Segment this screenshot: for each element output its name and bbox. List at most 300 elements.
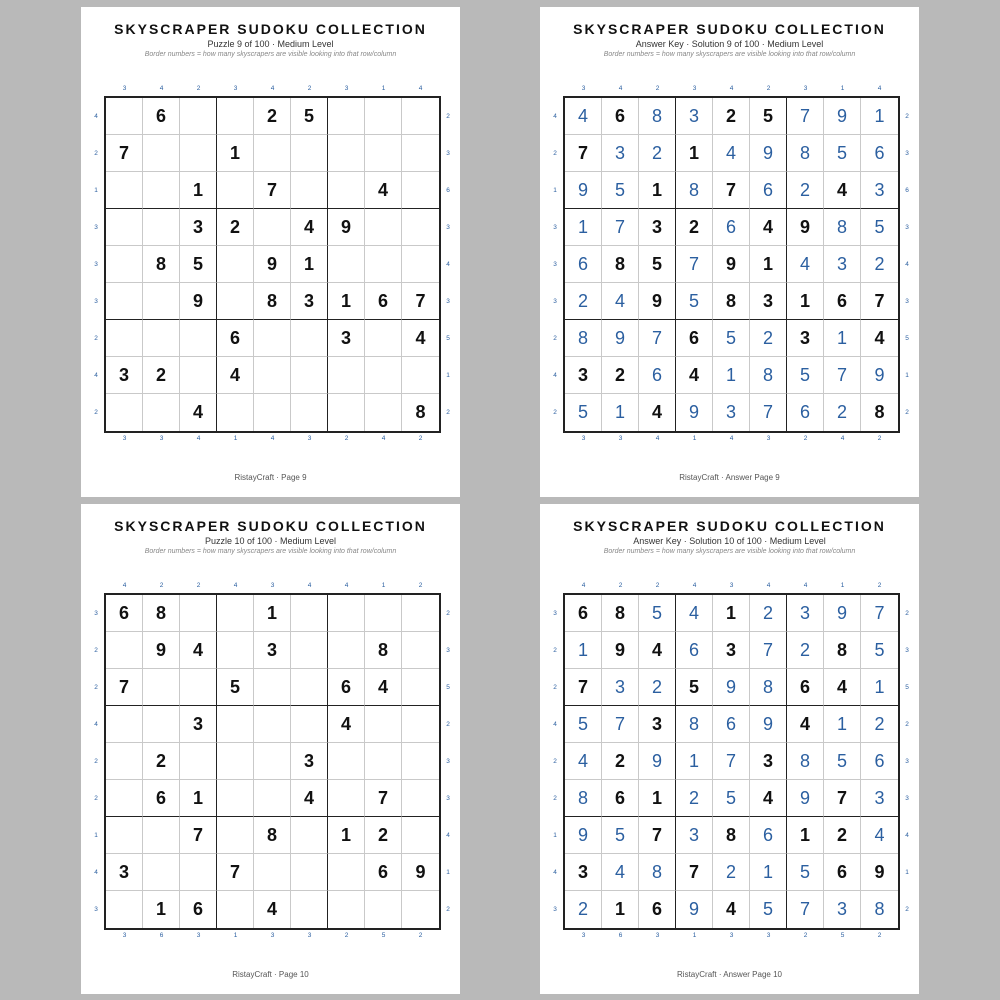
grid-cell-given (254, 357, 291, 394)
grid-cell-given: 1 (328, 817, 365, 854)
grid-cell-solution: 7 (750, 632, 787, 669)
grid-cell-solution: 1 (750, 854, 787, 891)
grid-cell-solution: 5 (565, 394, 602, 431)
clue-bottom: 3 (159, 435, 164, 442)
grid-cell-given: 4 (676, 357, 713, 394)
grid-cell-given: 4 (180, 394, 217, 431)
grid-cell-given (291, 891, 328, 928)
grid-cell-solution: 5 (787, 357, 824, 394)
clue-left: 2 (94, 646, 98, 654)
grid-cell-given (180, 854, 217, 891)
clue-top: 3 (803, 85, 808, 92)
grid-cell-given (254, 394, 291, 431)
grid-cell-solution: 8 (750, 669, 787, 706)
clue-top: 2 (655, 85, 660, 92)
sudoku-grid (104, 593, 441, 930)
grid-cell-given (291, 817, 328, 854)
grid-cell-given (328, 743, 365, 780)
clue-top: 2 (159, 582, 164, 589)
clue-top: 3 (344, 85, 349, 92)
grid-cell-given: 4 (291, 209, 328, 246)
clue-right: 6 (905, 186, 909, 194)
grid-cell-solution: 3 (861, 172, 898, 209)
grid-cell-given (291, 394, 328, 431)
grid-cell-given: 4 (639, 632, 676, 669)
grid-cell-solution: 6 (713, 706, 750, 743)
grid-cell-given: 8 (602, 246, 639, 283)
grid-cell-given: 6 (639, 891, 676, 928)
grid-cell-solution: 3 (602, 669, 639, 706)
grid-cell-given: 7 (824, 780, 861, 817)
clue-bottom: 2 (418, 932, 423, 939)
grid-cell-solution: 3 (861, 780, 898, 817)
clue-top: 3 (581, 85, 586, 92)
grid-cell-solution: 4 (565, 98, 602, 135)
clue-left: 4 (553, 112, 557, 120)
sudoku-grid (104, 96, 441, 433)
grid-cell-given: 4 (217, 357, 254, 394)
grid-cell-given (106, 246, 143, 283)
grid-cell-given: 1 (291, 246, 328, 283)
grid-cell-given: 1 (328, 283, 365, 320)
grid-cell-solution: 2 (565, 283, 602, 320)
grid-cell-given (143, 209, 180, 246)
grid-cell-given: 9 (328, 209, 365, 246)
grid-cell-given: 8 (143, 246, 180, 283)
answer-page-10 (540, 504, 919, 994)
grid-cell-solution: 4 (565, 743, 602, 780)
grid-cell-given (106, 780, 143, 817)
clue-left: 1 (553, 831, 557, 839)
page-footer: RistayCraft · Answer Page 9 (679, 473, 780, 482)
grid-cell-given: 5 (180, 246, 217, 283)
grid-cell-given (291, 357, 328, 394)
grid-cell-given: 9 (787, 209, 824, 246)
grid-cell-given: 7 (565, 135, 602, 172)
grid-cell-solution: 3 (787, 595, 824, 632)
clue-left: 2 (553, 334, 557, 342)
grid-cell-solution: 9 (676, 394, 713, 431)
clue-right: 3 (905, 297, 909, 305)
clue-bottom: 4 (655, 435, 660, 442)
grid-cell-given: 9 (180, 283, 217, 320)
clue-bottom: 2 (877, 932, 882, 939)
grid-cell-solution: 9 (824, 595, 861, 632)
grid-cell-given (254, 209, 291, 246)
grid-cell-given (254, 320, 291, 357)
grid-cell-given: 4 (365, 172, 402, 209)
grid-cell-given (291, 669, 328, 706)
sudoku-solution (540, 7, 919, 497)
grid-cell-solution: 5 (824, 135, 861, 172)
grid-cell-given (402, 632, 439, 669)
grid-cell-given: 5 (750, 98, 787, 135)
grid-cell-given: 3 (639, 209, 676, 246)
grid-cell-given (106, 209, 143, 246)
grid-cell-given: 9 (254, 246, 291, 283)
grid-cell-given (106, 817, 143, 854)
grid-cell-solution: 9 (602, 320, 639, 357)
grid-cell-given: 8 (602, 595, 639, 632)
clue-left: 3 (94, 223, 98, 231)
grid-cell-given: 6 (676, 320, 713, 357)
grid-cell-given: 6 (180, 891, 217, 928)
grid-cell-given: 7 (402, 283, 439, 320)
grid-cell-given (402, 891, 439, 928)
clue-top: 4 (692, 582, 697, 589)
grid-cell-solution: 8 (676, 172, 713, 209)
clue-top: 4 (233, 582, 238, 589)
grid-cell-solution: 6 (676, 632, 713, 669)
grid-cell-given (106, 172, 143, 209)
clue-bottom: 3 (729, 932, 734, 939)
grid-cell-given: 7 (106, 135, 143, 172)
grid-cell-given (328, 854, 365, 891)
clue-bottom: 3 (655, 932, 660, 939)
clue-top: 3 (270, 582, 275, 589)
grid-cell-given: 2 (143, 357, 180, 394)
grid-cell-solution: 9 (750, 706, 787, 743)
grid-cell-given: 1 (143, 891, 180, 928)
grid-cell-given (106, 320, 143, 357)
clue-bottom: 1 (692, 932, 697, 939)
clue-left: 2 (94, 149, 98, 157)
clue-left: 3 (94, 297, 98, 305)
clue-right: 5 (446, 334, 450, 342)
grid-cell-given (402, 669, 439, 706)
grid-cell-given: 7 (861, 283, 898, 320)
rules-note: Border numbers = how many skyscrapers are visible looking into that row/column (144, 548, 397, 555)
grid-cell-solution: 1 (824, 320, 861, 357)
grid-cell-given (180, 595, 217, 632)
clue-right: 1 (446, 868, 450, 876)
grid-cell-given: 6 (328, 669, 365, 706)
grid-cell-solution: 1 (713, 357, 750, 394)
clue-bottom: 2 (418, 435, 423, 442)
grid-cell-solution: 3 (602, 135, 639, 172)
grid-cell-given (217, 283, 254, 320)
clue-left: 1 (553, 186, 557, 194)
grid-cell-solution: 2 (750, 595, 787, 632)
clue-top: 1 (381, 582, 386, 589)
grid-cell-given: 6 (602, 98, 639, 135)
grid-cell-given: 6 (602, 780, 639, 817)
grid-cell-given (143, 135, 180, 172)
grid-cell-given (402, 209, 439, 246)
clue-right: 2 (905, 609, 909, 617)
grid-cell-given (180, 135, 217, 172)
grid-cell-solution: 5 (602, 172, 639, 209)
clue-top: 3 (692, 85, 697, 92)
sudoku-solution (540, 504, 919, 994)
grid-cell-solution: 8 (676, 706, 713, 743)
rules-note: Border numbers = how many skyscrapers are visible looking into that row/column (144, 51, 397, 58)
clue-left: 4 (94, 371, 98, 379)
clue-top: 2 (618, 582, 623, 589)
clue-top: 4 (122, 582, 127, 589)
grid-cell-given (291, 595, 328, 632)
grid-cell-given: 4 (254, 891, 291, 928)
clue-bottom: 1 (233, 435, 238, 442)
grid-cell-solution: 9 (787, 780, 824, 817)
grid-cell-solution: 5 (602, 817, 639, 854)
clue-right: 4 (905, 260, 909, 268)
grid-cell-given (180, 669, 217, 706)
grid-cell-given (106, 743, 143, 780)
clue-right: 3 (446, 149, 450, 157)
grid-cell-solution: 8 (565, 320, 602, 357)
clue-top: 4 (270, 85, 275, 92)
grid-cell-given: 1 (639, 172, 676, 209)
clue-right: 2 (446, 905, 450, 913)
clue-left: 4 (94, 112, 98, 120)
clue-bottom: 4 (270, 435, 275, 442)
grid-cell-given: 7 (565, 669, 602, 706)
grid-cell-given (291, 320, 328, 357)
clue-top: 3 (729, 582, 734, 589)
clue-right: 2 (446, 112, 450, 120)
clue-left: 2 (94, 757, 98, 765)
grid-cell-solution: 6 (750, 172, 787, 209)
grid-cell-given: 6 (143, 780, 180, 817)
grid-cell-solution: 4 (676, 595, 713, 632)
clue-left: 4 (553, 720, 557, 728)
grid-cell-given: 1 (180, 172, 217, 209)
clue-top: 1 (840, 582, 845, 589)
grid-cell-given (365, 743, 402, 780)
grid-cell-solution: 2 (639, 135, 676, 172)
grid-cell-given (180, 98, 217, 135)
grid-cell-given (143, 817, 180, 854)
grid-cell-given: 3 (106, 357, 143, 394)
grid-cell-solution: 1 (565, 632, 602, 669)
grid-cell-given (254, 743, 291, 780)
grid-cell-solution: 4 (861, 817, 898, 854)
grid-cell-given: 1 (787, 817, 824, 854)
grid-cell-given: 7 (639, 817, 676, 854)
grid-cell-solution: 5 (565, 706, 602, 743)
clue-right: 3 (905, 794, 909, 802)
rules-note: Border numbers = how many skyscrapers are visible looking into that row/column (603, 51, 856, 58)
grid-cell-solution: 5 (787, 854, 824, 891)
grid-cell-given (402, 595, 439, 632)
clue-right: 4 (905, 831, 909, 839)
clue-top: 4 (581, 582, 586, 589)
clue-left: 3 (94, 260, 98, 268)
grid-cell-given (254, 854, 291, 891)
grid-cell-given: 9 (861, 854, 898, 891)
clue-bottom: 3 (307, 435, 312, 442)
sudoku-grid (563, 593, 900, 930)
grid-cell-given: 8 (713, 817, 750, 854)
grid-cell-solution: 2 (750, 320, 787, 357)
clue-bottom: 4 (196, 435, 201, 442)
grid-cell-given: 4 (713, 891, 750, 928)
grid-cell-given: 2 (143, 743, 180, 780)
grid-cell-given (291, 135, 328, 172)
clue-left: 2 (94, 408, 98, 416)
clue-right: 6 (446, 186, 450, 194)
clue-top: 1 (840, 85, 845, 92)
clue-right: 2 (446, 408, 450, 416)
grid-cell-given (365, 595, 402, 632)
grid-cell-given: 1 (750, 246, 787, 283)
grid-cell-given (143, 394, 180, 431)
grid-cell-given: 4 (402, 320, 439, 357)
puzzle-page-10 (81, 504, 460, 994)
grid-cell-solution: 1 (861, 98, 898, 135)
clue-top: 2 (307, 85, 312, 92)
page-subtitle: Puzzle 10 of 100 · Medium Level (204, 536, 337, 546)
grid-cell-given: 4 (291, 780, 328, 817)
grid-cell-given (143, 283, 180, 320)
sudoku-grid (563, 96, 900, 433)
grid-cell-solution: 3 (824, 891, 861, 928)
grid-cell-solution: 1 (861, 669, 898, 706)
grid-cell-given: 2 (217, 209, 254, 246)
grid-cell-given: 3 (254, 632, 291, 669)
grid-cell-given (402, 246, 439, 283)
grid-cell-solution: 4 (713, 135, 750, 172)
grid-cell-solution: 8 (824, 209, 861, 246)
grid-cell-given (143, 706, 180, 743)
grid-cell-given (365, 98, 402, 135)
grid-cell-given: 6 (365, 854, 402, 891)
grid-cell-given: 5 (676, 669, 713, 706)
grid-cell-given: 4 (365, 669, 402, 706)
clue-right: 2 (905, 720, 909, 728)
grid-cell-given (291, 172, 328, 209)
grid-cell-given: 6 (365, 283, 402, 320)
clue-right: 2 (905, 905, 909, 913)
grid-cell-given (365, 891, 402, 928)
grid-cell-solution: 4 (602, 283, 639, 320)
grid-cell-solution: 4 (787, 246, 824, 283)
clue-left: 2 (94, 794, 98, 802)
grid-cell-given: 4 (180, 632, 217, 669)
grid-cell-given (328, 780, 365, 817)
grid-cell-solution: 5 (750, 891, 787, 928)
grid-cell-given (217, 246, 254, 283)
clue-bottom: 2 (344, 435, 349, 442)
grid-cell-given: 3 (713, 632, 750, 669)
page-subtitle: Answer Key · Solution 9 of 100 · Medium Level (635, 39, 824, 49)
clue-right: 2 (446, 609, 450, 617)
grid-cell-solution: 2 (824, 394, 861, 431)
grid-cell-solution: 5 (861, 632, 898, 669)
puzzle-page-9 (81, 7, 460, 497)
grid-cell-given (328, 172, 365, 209)
grid-cell-given: 4 (750, 209, 787, 246)
grid-cell-solution: 7 (824, 357, 861, 394)
grid-cell-solution: 7 (861, 595, 898, 632)
grid-cell-given (365, 706, 402, 743)
clue-top: 4 (877, 85, 882, 92)
clue-bottom: 2 (803, 435, 808, 442)
clue-bottom: 6 (159, 932, 164, 939)
clue-top: 4 (344, 582, 349, 589)
clue-bottom: 3 (766, 435, 771, 442)
grid-cell-given (180, 357, 217, 394)
grid-cell-given: 6 (106, 595, 143, 632)
grid-cell-solution: 2 (787, 172, 824, 209)
grid-cell-given (217, 780, 254, 817)
grid-cell-given: 1 (676, 135, 713, 172)
clue-left: 3 (553, 223, 557, 231)
sudoku-puzzle (81, 7, 460, 497)
grid-cell-given (402, 706, 439, 743)
grid-cell-solution: 6 (639, 357, 676, 394)
grid-cell-solution: 8 (639, 98, 676, 135)
grid-cell-solution: 3 (676, 98, 713, 135)
grid-cell-solution: 3 (713, 394, 750, 431)
clue-left: 2 (94, 334, 98, 342)
clue-bottom: 2 (877, 435, 882, 442)
grid-cell-given (217, 706, 254, 743)
grid-cell-given: 4 (824, 172, 861, 209)
grid-cell-given: 7 (254, 172, 291, 209)
clue-bottom: 2 (803, 932, 808, 939)
clue-bottom: 4 (840, 435, 845, 442)
clue-right: 5 (905, 683, 909, 691)
grid-cell-given: 8 (713, 283, 750, 320)
grid-cell-given: 2 (713, 98, 750, 135)
clue-top: 2 (766, 85, 771, 92)
grid-cell-solution: 9 (750, 135, 787, 172)
grid-cell-given: 7 (180, 817, 217, 854)
grid-cell-given (254, 706, 291, 743)
grid-cell-given: 2 (602, 743, 639, 780)
page-footer: RistayCraft · Page 10 (232, 970, 309, 979)
grid-cell-given: 6 (565, 595, 602, 632)
sudoku-puzzle (81, 504, 460, 994)
grid-cell-given: 9 (143, 632, 180, 669)
clue-bottom: 3 (122, 435, 127, 442)
clue-top: 4 (307, 582, 312, 589)
page-title: SKYSCRAPER SUDOKU COLLECTION (114, 21, 427, 37)
grid-cell-given (328, 135, 365, 172)
grid-cell-solution: 2 (861, 246, 898, 283)
grid-cell-given: 8 (365, 632, 402, 669)
grid-cell-solution: 9 (824, 98, 861, 135)
grid-cell-given (291, 632, 328, 669)
grid-cell-solution: 3 (676, 817, 713, 854)
grid-cell-given: 8 (254, 283, 291, 320)
grid-cell-given: 8 (824, 632, 861, 669)
grid-cell-given: 9 (639, 283, 676, 320)
clue-top: 2 (418, 582, 423, 589)
grid-cell-given: 1 (713, 595, 750, 632)
clue-left: 2 (553, 408, 557, 416)
clue-right: 3 (446, 223, 450, 231)
grid-cell-given: 2 (824, 817, 861, 854)
clue-top: 4 (803, 582, 808, 589)
grid-cell-given (328, 595, 365, 632)
grid-cell-given: 7 (217, 854, 254, 891)
grid-cell-solution: 6 (713, 209, 750, 246)
grid-cell-given (402, 817, 439, 854)
grid-cell-given: 5 (291, 98, 328, 135)
clue-bottom: 6 (618, 932, 623, 939)
grid-cell-solution: 9 (565, 817, 602, 854)
clue-right: 2 (446, 720, 450, 728)
rules-note: Border numbers = how many skyscrapers are visible looking into that row/column (603, 548, 856, 555)
clue-bottom: 1 (233, 932, 238, 939)
grid-cell-given (365, 246, 402, 283)
grid-cell-solution: 8 (787, 743, 824, 780)
grid-cell-given: 4 (750, 780, 787, 817)
grid-cell-given: 7 (676, 854, 713, 891)
